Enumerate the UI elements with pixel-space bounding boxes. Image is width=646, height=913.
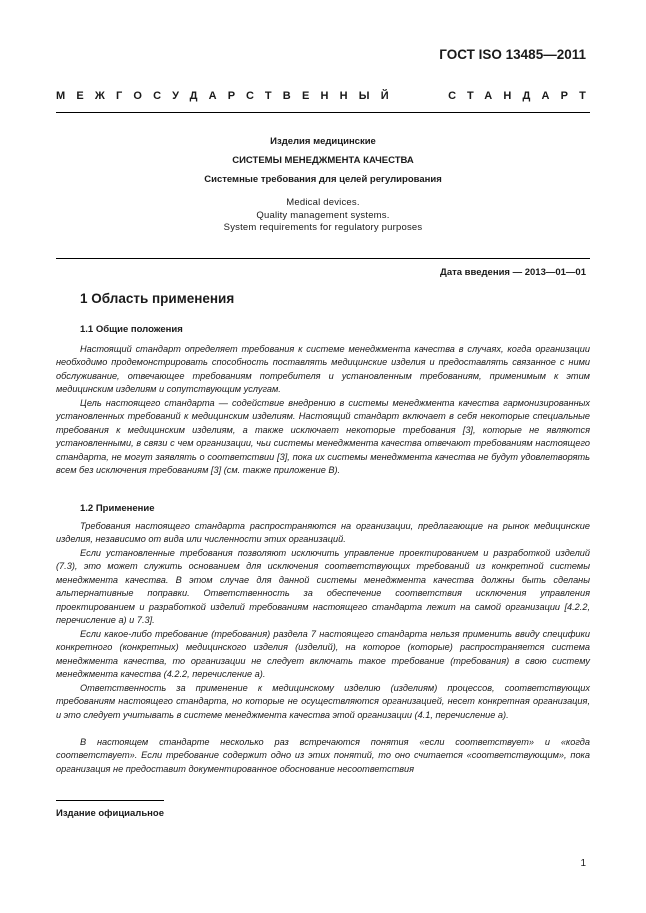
title-rule [56, 258, 590, 259]
title-line-1: Изделия медицинские [270, 136, 376, 147]
interstate-caption: МЕЖГОСУДАРСТВЕННЫЙ [56, 90, 400, 102]
subsection-heading-general: 1.1 Общие положения [80, 324, 183, 335]
paragraph: Если установленные требования позволяют исключить управление проектированием и разработкой изделий (7.3), это может служить основанием для исключения соответствующих требований из конкретной системы менеджмента качества. В этом случае для данной системы менеджмента качества должны быть сделаны альтернативные поправки. Ответственность за обеспечение соответствия исключения управления проектированием и разработкой изделий требованиям настоящего стандарта лежит на самой организации [4.2.2, перечисление а) и 7.3]. [56, 548, 590, 626]
paragraph: Если какое-либо требование (требования) раздела 7 настоящего стандарта нельзя применить ввиду специфики конкретного (конкретных) медицинского изделия (изделий), на которое (которые) распространяется система менеджмента качества, то организации не следует включать такое требование (требования) в свою систему менеджмента качества (4.2.2, перечисление а). [56, 629, 590, 680]
standard-type-caption [56, 90, 597, 106]
paragraph: Ответственность за применение к медицинскому изделию (изделиям) процессов, соответствующих требованиям настоящего стандарта, но которые не осуществляются организацией, несет конкретная организация, и это следует учитывать в системе менеджмента качества этой организации (4.1, перечисление а). [56, 683, 590, 720]
english-title-line-1: Medical devices. [286, 197, 360, 208]
standard-caption: СТАНДАРТ [448, 90, 597, 102]
paragraph: В настоящем стандарте несколько раз встречаются понятия «если соответствует» и «когда соответствует». Если требование содержит одно из этих понятий, то оно считается «соответствующим», пока организация не предоставит документированное обоснование несоответствия [56, 737, 590, 774]
paragraph: Настоящий стандарт определяет требования к системе менеджмента качества в случаях, когда организации необходимо продемонстрировать способность поставлять медицинские изделия и предоставлять связанное с ними обслуживание, отвечающее требованиям потребителя и установленным требованиям, применимым к этим медицинским изделиям и сопутствующим услугам. [56, 344, 590, 395]
introduction-date: Дата введения — 2013—01—01 [440, 267, 586, 278]
paragraph: Цель настоящего стандарта — содействие внедрению в системы менеджмента качества гармонизированных установленных требований к медицинским изделиям. Настоящий стандарт включает в себя некоторые специальные требования к медицинским изделиям, а также исключает некоторые требования [3], которые не являются установленными, в связи с чем организации, чьи системы менеджмента качества отвечают требованиям настоящего стандарта, не могут заявлять о соответствии [3], пока их системы менеджмента качества не будут удовлетворять всем без исключения требованиям [3] (см. также приложение В). [56, 398, 590, 476]
page-number: 1 [580, 858, 586, 869]
top-rule [56, 112, 590, 113]
title-line-3: Системные требования для целей регулирования [204, 174, 442, 185]
paragraph: Требования настоящего стандарта распространяются на организации, предлагающие на рынок медицинские изделия, независимо от вида или численности этих организаций. [56, 521, 590, 545]
english-title-line-2: Quality management systems. [256, 209, 390, 221]
footer-rule [56, 800, 164, 801]
standard-code: ГОСТ ISO 13485—2011 [439, 47, 586, 62]
english-title-line-3: System requirements for regulatory purposes [223, 222, 423, 233]
title-block [56, 132, 590, 235]
section-heading: 1 Область применения [80, 291, 235, 306]
title-line-2: СИСТЕМЫ МЕНЕДЖМЕНТА КАЧЕСТВА [232, 155, 414, 166]
english-title [56, 197, 590, 235]
subsection-heading-application: 1.2 Применение [80, 503, 155, 514]
edition-label: Издание официальное [56, 808, 164, 819]
